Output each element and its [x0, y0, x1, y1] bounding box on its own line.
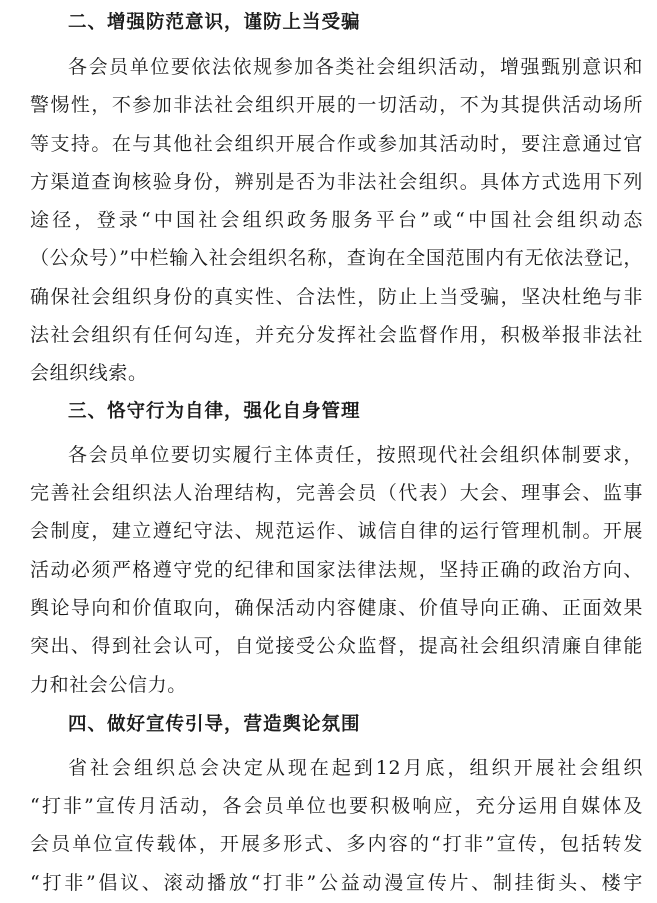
section-2-line-4: 方渠道查询核验身份，辨别是否为非法社会组织。具体方式选用下列 [30, 171, 643, 193]
section-3-line-6: 突出、得到社会认可，自觉接受公众监督，提高社会组织清廉自律能 [30, 635, 643, 657]
section-3-line-4: 活动必须严格遵守党的纪律和国家法律法规，坚持正确的政治方向、 [30, 559, 643, 581]
section-4-line-1: 省社会组织总会决定从现在起到12月底，组织开展社会组织 [68, 757, 643, 779]
section-2-line-8: 法社会组织有任何勾连，并充分发挥社会监督作用，积极举报非法社 [30, 324, 643, 346]
section-2-heading: 二、增强防范意识，谨防上当受骗 [68, 12, 361, 33]
section-3-heading: 三、恪守行为自律，强化自身管理 [68, 401, 361, 422]
section-3-line-7: 力和社会公信力。 [30, 674, 187, 696]
section-2-line-5: 途径，登录“中国社会组织政务服务平台”或“中国社会组织动态 [30, 209, 643, 231]
section-2-line-7: 确保社会组织身份的真实性、合法性，防止上当受骗，坚决杜绝与非 [30, 286, 643, 308]
section-4-line-2: “打非”宣传月活动，各会员单位也要积极响应，充分运用自媒体及 [30, 795, 643, 817]
section-2-line-1: 各会员单位要依法依规参加各类社会组织活动，增强甄别意识和 [68, 56, 643, 78]
section-3-line-3: 会制度，建立遵纪守法、规范运作、诚信自律的运行管理机制。开展 [30, 520, 643, 542]
section-4-heading: 四、做好宣传引导，营造舆论氛围 [68, 714, 361, 735]
section-2-line-2: 警惕性，不参加非法社会组织开展的一切活动，不为其提供活动场所 [30, 94, 643, 116]
section-3-line-5: 舆论导向和价值取向，确保活动内容健康、价值导向正确、正面效果 [30, 597, 643, 619]
section-3-line-1: 各会员单位要切实履行主体责任，按照现代社会组织体制要求， [68, 444, 643, 466]
section-3-line-2: 完善社会组织法人治理结构，完善会员（代表）大会、理事会、监事 [30, 482, 643, 504]
section-4-line-3: 会员单位宣传载体，开展多形式、多内容的“打非”宣传，包括转发 [30, 833, 643, 855]
section-2-line-9: 会组织线索。 [30, 362, 148, 384]
section-2-line-3: 等支持。在与其他社会组织开展合作或参加其活动时，要注意通过官 [30, 133, 643, 155]
section-2-line-6: （公众号）”中栏输入社会组织名称，查询在全国范围内有无依法登记， [30, 247, 643, 269]
section-4-line-4: “打非”倡议、滚动播放“打非”公益动漫宣传片、制挂街头、楼宇 [30, 872, 643, 894]
